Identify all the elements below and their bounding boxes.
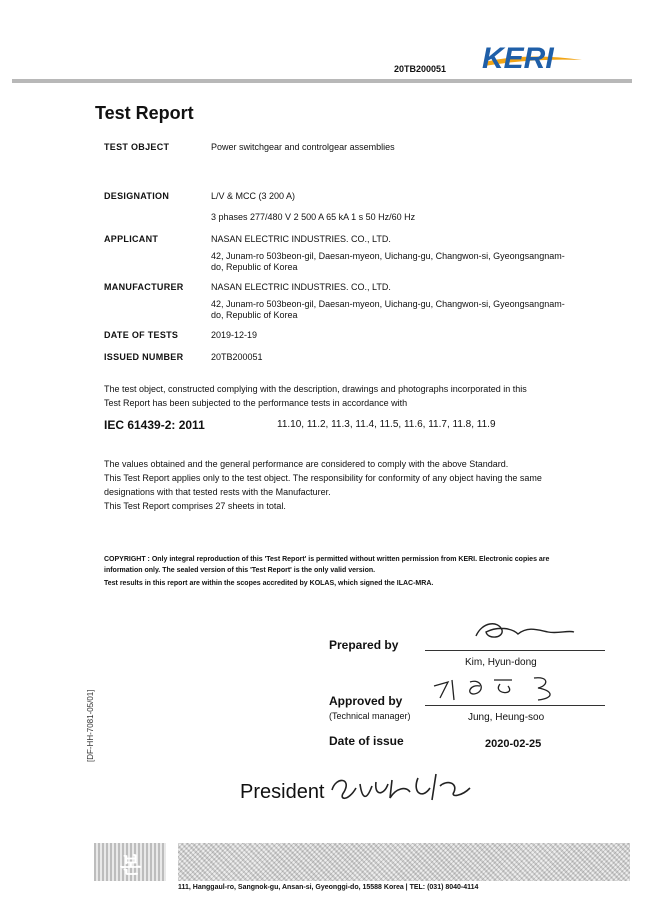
svg-text:KERI: KERI: [482, 42, 554, 75]
applicant-address-line1: 42, Junam-ro 503beon-gil, Daesan-myeon, Uichang-gu, Changwon-si, Gyeongsangnam-: [211, 251, 565, 261]
intro-paragraph: [104, 382, 614, 410]
conclusion-line: This Test Report applies only to the test object. The responsibility for conformity of any object having the same: [104, 473, 542, 483]
document-form-code: [DF-HH-7081-05/01]: [86, 689, 95, 762]
issued-number-label: ISSUED NUMBER: [104, 352, 184, 362]
designation-rating: 3 phases 277/480 V 2 500 A 65 kA 1 s 50 Hz/60 Hz: [211, 212, 416, 222]
manufacturer-label: MANUFACTURER: [104, 282, 184, 292]
seal-character: 본: [120, 853, 142, 878]
manufacturer-address-line1: 42, Junam-ro 503beon-gil, Daesan-myeon, Uichang-gu, Changwon-si, Gyeongsangnam-: [211, 299, 565, 309]
applicant-name: NASAN ELECTRIC INDUSTRIES. CO., LTD.: [211, 234, 391, 244]
president-label: President: [240, 781, 325, 803]
prepared-signature: [468, 618, 578, 653]
standard-name: IEC 61439-2: 2011: [104, 418, 205, 432]
conclusion-line: The values obtained and the general performance are considered to comply with the above Standard.: [104, 459, 509, 469]
official-seal: [94, 843, 166, 881]
date-of-tests-label: DATE OF TESTS: [104, 330, 179, 340]
applicant-label: APPLICANT: [104, 234, 159, 244]
security-pattern: [178, 843, 630, 881]
issued-number-value: 20TB200051: [211, 352, 263, 362]
conclusion-paragraph: [104, 457, 614, 513]
header-rule: [12, 79, 632, 83]
date-of-issue-value: 2020-02-25: [485, 738, 542, 750]
prepared-by-label: Prepared by: [329, 638, 399, 652]
copyright-notice: [104, 554, 619, 589]
date-of-issue-label: Date of issue: [329, 734, 404, 748]
president-signature: [326, 768, 476, 817]
standard-clauses: 11.10, 11.2, 11.3, 11.4, 11.5, 11.6, 11.7, 11.8, 11.9: [277, 419, 496, 430]
test-object-label: TEST OBJECT: [104, 142, 170, 152]
keri-logo: [478, 38, 588, 78]
prepared-signature-line: [425, 650, 605, 651]
intro-line: The test object, constructed complying with the description, drawings and photographs incorporated in this: [104, 384, 527, 394]
intro-line: Test Report has been subjected to the performance tests in accordance with: [104, 398, 408, 408]
copyright-line: COPYRIGHT : Only integral reproduction of this 'Test Report' is permitted without written permission from KERI. Electronic copies are: [104, 556, 550, 563]
designation-value: L/V & MCC (3 200 A): [211, 191, 296, 201]
date-of-tests-value: 2019-12-19: [211, 330, 258, 340]
approved-signature-line: [425, 705, 605, 706]
approved-by-label: Approved by: [329, 694, 403, 708]
conclusion-line: This Test Report comprises 27 sheets in total.: [104, 501, 286, 511]
applicant-address-line2: do, Republic of Korea: [211, 262, 298, 272]
test-object-value: Power switchgear and controlgear assemblies: [211, 142, 395, 152]
conclusion-line: designations with that tested rests with the Manufacturer.: [104, 487, 331, 497]
manufacturer-name: NASAN ELECTRIC INDUSTRIES. CO., LTD.: [211, 282, 391, 292]
header-report-number: 20TB200051: [394, 64, 447, 74]
page-title: Test Report: [95, 103, 194, 123]
approved-role: (Technical manager): [329, 711, 411, 721]
copyright-line: information only. The sealed version of this 'Test Report' is the only valid version.: [104, 567, 376, 574]
manufacturer-address-line2: do, Republic of Korea: [211, 310, 298, 320]
footer-address: 111, Hanggaul-ro, Sangnok-gu, Ansan-si, Gyeonggi-do, 15588 Korea | TEL: (031) 8040-4114: [178, 884, 479, 891]
copyright-line: Test results in this report are within the scopes accredited by KOLAS, which signed the ILAC-MRA.: [104, 580, 434, 587]
approved-name: Jung, Heung-soo: [468, 712, 545, 723]
prepared-name: Kim, Hyun-dong: [465, 657, 537, 668]
designation-label: DESIGNATION: [104, 191, 170, 201]
